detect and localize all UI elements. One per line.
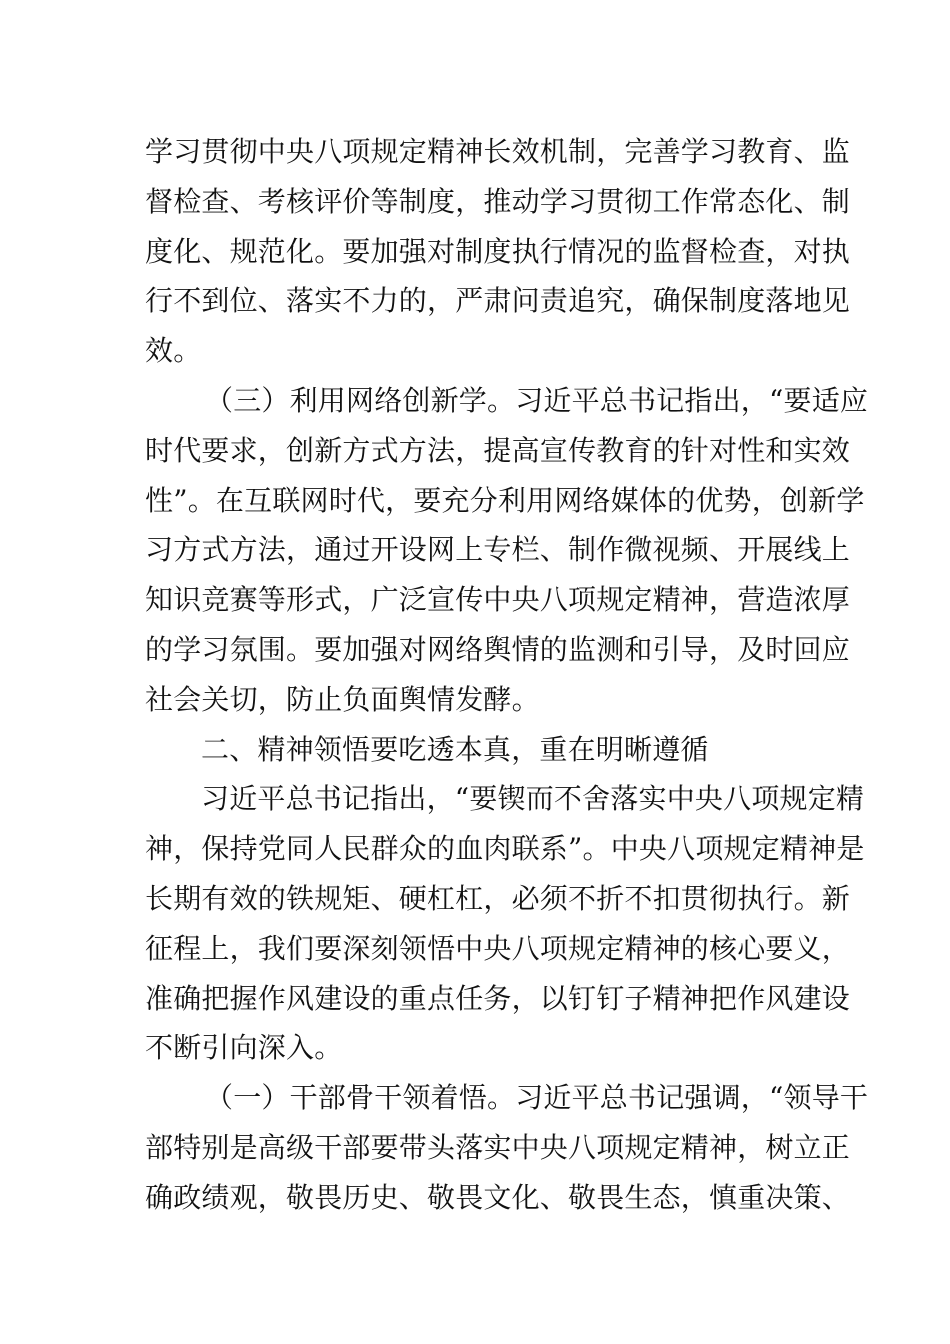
document-body <box>145 127 869 1223</box>
text-line: 长期有效的铁规矩、硬杠杠，必须不折不扣贯彻执行。新 <box>145 881 851 915</box>
text-line: 性”。在互联网时代，要充分利用网络媒体的优势，创新学 <box>145 483 865 517</box>
text-line: 习近平总书记指出，“要锲而不舍落实中央八项规定精 <box>201 782 865 816</box>
text-line: 征程上，我们要深刻领悟中央八项规定精神的核心要义， <box>145 931 851 965</box>
text-line: 督检查、考核评价等制度，推动学习贯彻工作常态化、制 <box>145 184 851 218</box>
text-line: 神，保持党同人民群众的血肉联系”。中央八项规定精神是 <box>145 832 865 866</box>
subheading-line: （三）利用网络创新学。习近平总书记指出，“要适应 <box>205 383 869 417</box>
text-line: 社会关切，防止负面舆情发酵。 <box>145 682 540 716</box>
text-line: 不断引向深入。 <box>145 1031 343 1065</box>
text-line: 部特别是高级干部要带头落实中央八项规定精神，树立正 <box>145 1130 851 1164</box>
text-line: 确政绩观，敬畏历史、敬畏文化、敬畏生态，慎重决策、 <box>145 1180 851 1214</box>
text-line: 效。 <box>145 334 202 368</box>
text-line: 习方式方法，通过开设网上专栏、制作微视频、开展线上 <box>145 533 851 567</box>
text-line: 行不到位、落实不力的，严肃问责追究，确保制度落地见 <box>145 284 851 318</box>
text-line: 知识竞赛等形式，广泛宣传中央八项规定精神，营造浓厚 <box>145 583 851 617</box>
text-line: 准确把握作风建设的重点任务，以钉钉子精神把作风建设 <box>145 981 851 1015</box>
section-heading: 二、精神领悟要吃透本真，重在明晰遵循 <box>201 732 709 766</box>
text-line: 时代要求，创新方式方法，提高宣传教育的针对性和实效 <box>145 433 851 467</box>
text-line: 学习贯彻中央八项规定精神长效机制，完善学习教育、监 <box>145 135 851 168</box>
text-line: 的学习氛围。要加强对网络舆情的监测和引导，及时回应 <box>145 632 851 666</box>
subheading-line: （一）干部骨干领着悟。习近平总书记强调，“领导干 <box>205 1081 869 1115</box>
text-line: 度化、规范化。要加强对制度执行情况的监督检查，对执 <box>145 234 851 268</box>
